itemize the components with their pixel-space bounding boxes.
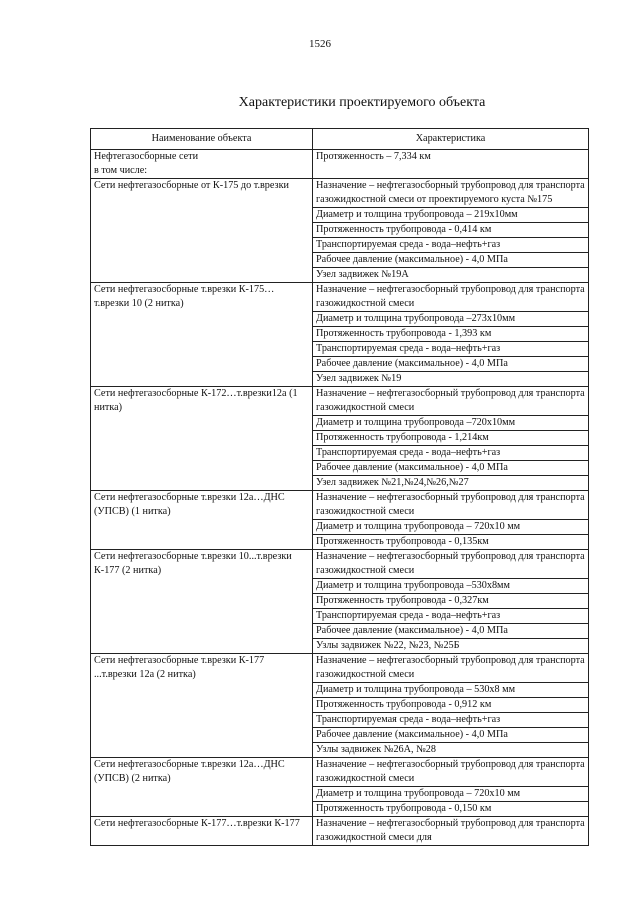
header-characteristic: Характеристика: [313, 129, 589, 150]
characteristic-cell: Назначение – нефтегазосборный трубопровод для транспорта газожидкостной смеси: [313, 758, 589, 787]
characteristic-cell: Назначение – нефтегазосборный трубопровод для транспорта газожидкостной смеси: [313, 491, 589, 520]
total-name-cell: [91, 150, 313, 179]
characteristic-cell: Узлы задвижек №22, №23, №25Б: [313, 639, 589, 654]
object-name-cell: Сети нефтегазосборные т.врезки 10...т.врезки К-177 (2 нитка): [91, 550, 313, 654]
characteristic-cell: Диаметр и толщина трубопровода – 219х10мм: [313, 208, 589, 223]
characteristic-cell: Назначение – нефтегазосборный трубопровод для транспорта газожидкостной смеси: [313, 387, 589, 416]
characteristic-cell: Протяженность трубопровода - 1,393 км: [313, 327, 589, 342]
characteristic-cell: Транспортируемая среда - вода–нефть+газ: [313, 713, 589, 728]
table-row: [91, 550, 589, 579]
table-row: [91, 654, 589, 683]
characteristic-cell: Рабочее давление (максимальное) - 4,0 МПа: [313, 728, 589, 743]
object-name-cell: Сети нефтегазосборные т.врезки К-175…т.врезки 10 (2 нитка): [91, 283, 313, 387]
table-row-total: [91, 150, 589, 179]
object-name-cell: Сети нефтегазосборные т.врезки К-177 ...т.врезки 12а (2 нитка): [91, 654, 313, 758]
characteristic-cell: Протяженность трубопровода - 0,135км: [313, 535, 589, 550]
characteristic-cell: Транспортируемая среда - вода–нефть+газ: [313, 609, 589, 624]
characteristic-cell: Диаметр и толщина трубопровода –530х8мм: [313, 579, 589, 594]
characteristic-cell: Протяженность трубопровода - 0,327км: [313, 594, 589, 609]
characteristic-cell: Диаметр и толщина трубопровода –720х10мм: [313, 416, 589, 431]
characteristic-cell: Рабочее давление (максимальное) - 4,0 МПа: [313, 253, 589, 268]
characteristic-cell: Назначение – нефтегазосборный трубопровод для транспорта газожидкостной смеси: [313, 550, 589, 579]
characteristic-cell: Протяженность трубопровода - 0,912 км: [313, 698, 589, 713]
table-row: [91, 283, 589, 312]
characteristic-cell: Протяженность трубопровода - 1,214км: [313, 431, 589, 446]
characteristic-cell: Транспортируемая среда - вода–нефть+газ: [313, 446, 589, 461]
characteristic-cell: Назначение – нефтегазосборный трубопровод для транспорта газожидкостной смеси: [313, 283, 589, 312]
page-number: 1526: [309, 38, 331, 50]
total-value-cell: Протяженность – 7,334 км: [313, 150, 589, 179]
total-name-line-2: в том числе:: [94, 165, 148, 176]
object-name-cell: Сети нефтегазосборные К-172…т.врезки12а (1 нитка): [91, 387, 313, 491]
characteristic-cell: Транспортируемая среда - вода–нефть+газ: [313, 342, 589, 357]
total-name-line-1: Нефтегазосборные сети: [94, 151, 199, 162]
characteristic-cell: Назначение – нефтегазосборный трубопровод для транспорта газожидкостной смеси от проектируемого куста №175: [313, 179, 589, 208]
document-title: Характеристики проектируемого объекта: [238, 95, 486, 110]
characteristic-cell: Диаметр и толщина трубопровода – 720х10 мм: [313, 520, 589, 535]
object-name-cell: Сети нефтегазосборные т.врезки 12а…ДНС (УПСВ) (1 нитка): [91, 491, 313, 550]
table-row: [91, 817, 589, 846]
object-name-cell: Сети нефтегазосборные т.врезки 12а…ДНС (УПСВ) (2 нитка): [91, 758, 313, 817]
characteristics-table: [90, 128, 589, 846]
characteristic-cell: Протяженность трубопровода - 0,414 км: [313, 223, 589, 238]
table-body: [91, 150, 589, 846]
table-row: [91, 179, 589, 208]
characteristic-cell: Протяженность трубопровода - 0,150 км: [313, 802, 589, 817]
table-row: [91, 491, 589, 520]
characteristic-cell: Назначение – нефтегазосборный трубопровод для транспорта газожидкостной смеси для: [313, 817, 589, 846]
characteristic-cell: Рабочее давление (максимальное) - 4,0 МПа: [313, 357, 589, 372]
characteristic-cell: Диаметр и толщина трубопровода – 720х10 мм: [313, 787, 589, 802]
object-name-cell: Сети нефтегазосборные К-177…т.врезки К-177: [91, 817, 313, 846]
characteristic-cell: Узел задвижек №21,№24,№26,№27: [313, 476, 589, 491]
characteristic-cell: Назначение – нефтегазосборный трубопровод для транспорта газожидкостной смеси: [313, 654, 589, 683]
characteristic-cell: Узел задвижек №19: [313, 372, 589, 387]
characteristic-cell: Рабочее давление (максимальное) - 4,0 МПа: [313, 461, 589, 476]
object-name-cell: Сети нефтегазосборные от К-175 до т.врезки: [91, 179, 313, 283]
characteristic-cell: Узлы задвижек №26А, №28: [313, 743, 589, 758]
characteristic-cell: Узел задвижек №19А: [313, 268, 589, 283]
table-row: [91, 387, 589, 416]
table-header-row: [91, 129, 589, 150]
table-row: [91, 758, 589, 787]
characteristic-cell: Диаметр и толщина трубопровода –273х10мм: [313, 312, 589, 327]
header-object-name: Наименование объекта: [91, 129, 313, 150]
characteristic-cell: Рабочее давление (максимальное) - 4,0 МПа: [313, 624, 589, 639]
characteristic-cell: Транспортируемая среда - вода–нефть+газ: [313, 238, 589, 253]
characteristic-cell: Диаметр и толщина трубопровода – 530х8 мм: [313, 683, 589, 698]
